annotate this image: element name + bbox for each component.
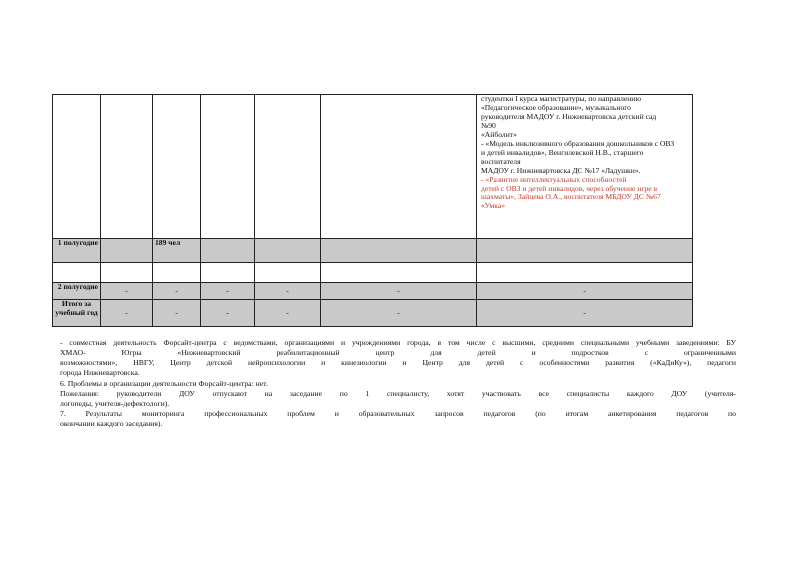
text-line: 7. Результаты мониторинга профессиональных проблем и образовательных запросов педагогов (по итогам анкетирования педагогов по xyxy=(60,409,736,418)
report-table xyxy=(52,94,693,327)
table-cell xyxy=(255,263,321,283)
paragraph-wishes xyxy=(60,389,736,409)
text-line: Пожелания: руководители ДОУ отпускают на заседание по 1 специалисту, хотят участвовать все специалисты каждого ДОУ (учителя- xyxy=(60,389,736,398)
entry-line: руководителя МАДОУ г. Нижневартовска детский сад xyxy=(481,111,657,121)
table-cell xyxy=(101,263,153,283)
entry-3 xyxy=(479,176,690,212)
text-line: возможностями», НВГУ, Центр детской нейропсихологии и кинезиологии и Центр для детей с особенностями развития («КаДиКу»), педагоги xyxy=(60,358,736,367)
paragraph-cooperation xyxy=(60,338,736,378)
table-row-entries xyxy=(53,95,693,239)
text-line: города Нижневартовска. xyxy=(60,368,140,377)
half1-label: 1 полугодие xyxy=(53,239,101,263)
table-cell xyxy=(101,95,153,239)
table-cell xyxy=(201,95,255,239)
table-cell xyxy=(321,95,477,239)
dash-cell: - xyxy=(477,300,693,327)
dash-cell: - xyxy=(255,283,321,300)
table-row-half2 xyxy=(53,283,693,300)
table-cell xyxy=(101,239,153,263)
entry-line: - «Развитие интеллектуальных способностей xyxy=(481,174,627,184)
entry-line: шахматы», Зайцева О.А., воспитателя МБДОУ ДС №67 xyxy=(481,192,661,202)
dash-cell: - xyxy=(321,283,477,300)
dash-cell: - xyxy=(153,283,201,300)
dash-cell: - xyxy=(321,300,477,327)
text-line: ХМАО- Югры «Нижневартовский реабилитационный центр для детей и подростков с ограниченными xyxy=(60,348,736,357)
table-row-itogo xyxy=(53,300,693,327)
entry-line: №90 xyxy=(481,120,496,130)
entry-line: студентки I курса магистратуры, по направлению xyxy=(481,94,642,103)
dash-cell: - xyxy=(201,300,255,327)
table-cell xyxy=(201,239,255,263)
dash-cell: - xyxy=(201,283,255,300)
table-cell xyxy=(255,95,321,239)
entry-2 xyxy=(479,140,690,176)
dash-cell: - xyxy=(101,283,153,300)
table-cell xyxy=(53,95,101,239)
dash-cell: - xyxy=(101,300,153,327)
entry-line: «Айболит» xyxy=(481,129,517,139)
entries-cell xyxy=(477,95,693,239)
entry-line: МАДОУ г. Нижневартовска ДС №17 «Ладушки». xyxy=(481,165,641,175)
table-cell xyxy=(153,95,201,239)
entry-line: «Педагогическое образование», музыкального xyxy=(481,102,631,112)
table-cell xyxy=(53,263,101,283)
table-cell xyxy=(477,239,693,263)
table-cell xyxy=(255,239,321,263)
paragraph-monitoring xyxy=(60,409,736,429)
text-line: - совместная деятельность Форсайт-центра с ведомствами, организациями и учреждениями города, в том числе с высшими, средними специальными учебными заведениями: БУ xyxy=(60,338,736,347)
dash-cell: - xyxy=(153,300,201,327)
entry-line: воспитателя xyxy=(481,156,521,166)
table-cell xyxy=(201,263,255,283)
table-cell xyxy=(321,263,477,283)
table-cell xyxy=(321,239,477,263)
text-line: логопеды, учителя-дефектологи). xyxy=(60,399,170,408)
dash-cell: - xyxy=(255,300,321,327)
table-cell xyxy=(477,263,693,283)
entry-line: «Умка» xyxy=(481,201,506,211)
paragraph-problems: 6. Проблемы в организации деятельности Форсайт-центра: нет. xyxy=(60,379,268,388)
entry-line: и детей инвалидов», Венгилевской Н.В., старшего xyxy=(481,147,644,157)
table-row-half1 xyxy=(53,239,693,263)
entry-line: детей с ОВЗ и детей инвалидов, через обучение игре в xyxy=(481,183,658,193)
entry-1 xyxy=(479,95,690,140)
dash-cell: - xyxy=(477,283,693,300)
entry-line: - «Модель инклюзивного образования дошкольников с ОВЗ xyxy=(481,138,675,148)
table-cell xyxy=(153,263,201,283)
half1-count: 189 чел xyxy=(153,239,201,263)
table-row-empty xyxy=(53,263,693,283)
itogo-label: Итого за учебный год xyxy=(53,300,101,327)
half2-label: 2 полугодие xyxy=(53,283,101,300)
text-line: окончании каждого заседания). xyxy=(60,419,163,428)
